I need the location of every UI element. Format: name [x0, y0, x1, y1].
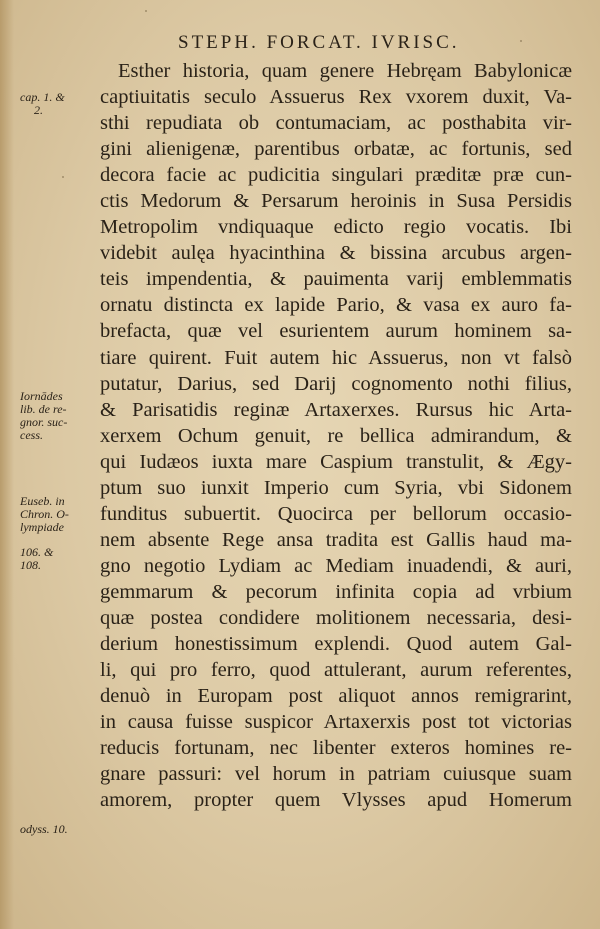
text-line: ornatu distincta ex lapide Pario, & vasa ex auro fa-	[100, 294, 572, 317]
text-line: li, qui pro ferro, quod attulerant, aurum referentes,	[100, 659, 572, 682]
marginal-line: 2.	[34, 103, 43, 117]
marginal-line: lympiade	[20, 520, 64, 534]
paper-fleck	[145, 10, 147, 12]
marginal-note-3	[20, 495, 100, 572]
marginal-line: Euseb. in	[20, 494, 65, 508]
text-line: & Parisatidis reginæ Artaxerxes. Rursus hic Arta-	[100, 398, 572, 421]
marginal-note-2	[20, 390, 100, 442]
text-line: tiare quirent. Fuit autem hic Assuerus, non vt falsò	[100, 346, 572, 369]
text-line: denuò in Europam post aliquot annos remigrarint,	[100, 685, 572, 708]
text-line: gemmarum & pecorum infinita copia ad vrbium	[100, 580, 572, 603]
text-line: amorem, propter quem Vlysses apud Homerum	[100, 789, 572, 812]
marginal-note-1	[20, 91, 100, 117]
text-line: decora facie ac pudicitia singulari præditæ præ cun-	[100, 164, 572, 187]
text-line: gini alienigenæ, parentibus orbatæ, ac fortunis, sed	[100, 138, 572, 161]
text-line: captiuitatis seculo Assuerus Rex vxorem duxit, Va-	[100, 86, 572, 109]
text-line: in causa fuisse suspicor Artaxerxis post tot victorias	[100, 711, 572, 734]
text-line: teis impendentia, & pauimenta varij emblemmatis	[100, 268, 572, 291]
marginal-line: Chron. O-	[20, 507, 69, 521]
text-line: sthi repudiata ob contumaciam, ac posthabita vir-	[100, 112, 572, 135]
marginal-line: Iornādes	[20, 389, 63, 403]
marginal-note-4	[20, 823, 100, 836]
paper-fleck	[520, 40, 522, 42]
text-line: gnare passuri: vel horum in patriam cuiusque suam	[100, 763, 572, 786]
marginal-line: odyss. 10.	[20, 822, 68, 836]
body-text	[100, 58, 572, 813]
text-line: gno negotio Lydiam ac Mediam inuadendi, & auri,	[100, 554, 572, 577]
marginal-line: gnor. suc-	[20, 415, 68, 429]
text-line: Esther historia, quam genere Hebręam Babylonicæ	[118, 60, 572, 82]
text-line: quæ postea condidere molitionem necessaria, desi-	[100, 606, 572, 629]
text-line: funditus subuertit. Quocirca per bellorum occasio-	[100, 502, 572, 525]
marginal-line: cess.	[20, 428, 43, 442]
marginal-line: cap. 1. &	[20, 90, 65, 104]
text-line: ptum suo iunxit Imperio cum Syria, vbi Sidonem	[100, 476, 572, 499]
text-line: derium honestissimum explendi. Quod autem Gal-	[100, 633, 572, 656]
text-line: qui Iudæos iuxta mare Caspium transtulit, & Ægy-	[100, 450, 572, 473]
text-line: reducis fortunam, nec libenter exteros homines re-	[100, 737, 572, 760]
marginal-line: lib. de re-	[20, 402, 67, 416]
paper-fleck	[62, 176, 64, 178]
text-line: xerxem Ochum genuit, re bellica admirandum, &	[100, 424, 572, 447]
text-line: ctis Medorum & Persarum heroinis in Susa Persidis	[100, 190, 572, 213]
text-line: videbit aulęa hyacinthina & bissina arcubus argen-	[100, 242, 572, 265]
text-line: brefacta, quæ vel esurientem aurum hominem sa-	[100, 320, 572, 343]
text-line: nem absente Rege ansa tradita est Gallis haud ma-	[100, 528, 572, 551]
text-line: putatur, Darius, sed Darij cognomento nothi filius,	[100, 372, 572, 395]
marginal-line: 108.	[20, 558, 41, 572]
marginal-line: 106. &	[20, 545, 54, 559]
running-head: STEPH. FORCAT. IVRISC.	[178, 32, 460, 53]
text-line: Metropolim vndiquaque edicto regio vocatis. Ibi	[100, 216, 572, 239]
